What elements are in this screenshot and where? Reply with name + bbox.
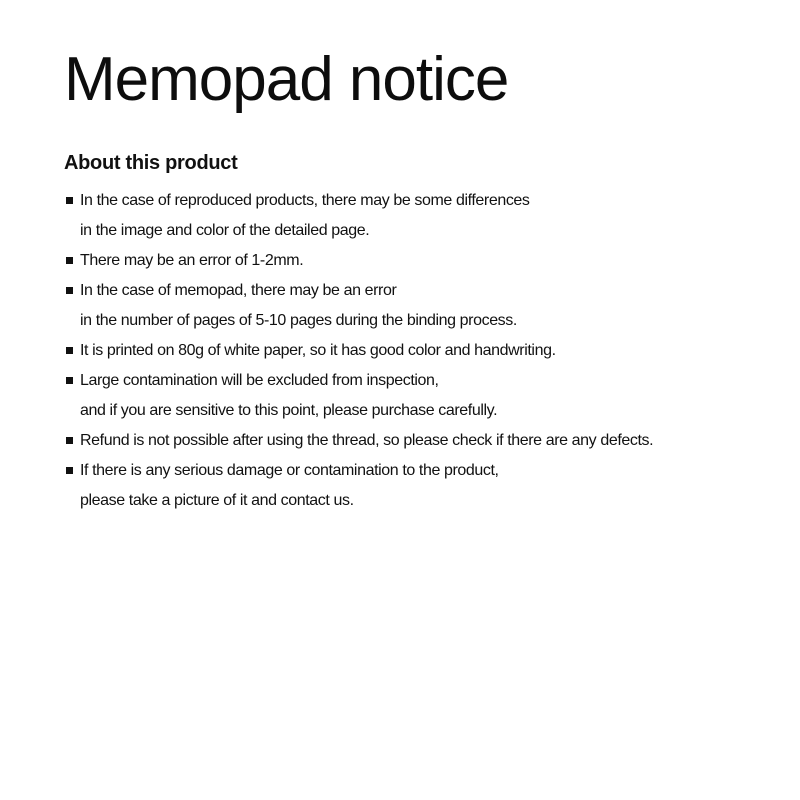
list-item [64,426,764,456]
list-item-text: There may be an error of 1-2mm. [80,252,304,269]
square-bullet-icon [66,287,73,294]
list-item-text: In the case of memopad, there may be an error [80,282,397,299]
list-item [64,336,764,366]
list-item [64,186,764,246]
list-item-text: It is printed on 80g of white paper, so it has good color and handwriting. [80,342,556,359]
list-item [64,456,764,516]
list-item [64,246,764,276]
list-item [64,366,764,426]
square-bullet-icon [66,197,73,204]
notice-list [64,186,764,516]
square-bullet-icon [66,467,73,474]
list-item-text: If there is any serious damage or contamination to the product, [80,462,499,479]
list-item-text: Refund is not possible after using the thread, so please check if there are any defects. [80,432,654,449]
square-bullet-icon [66,257,73,264]
list-item [64,276,764,336]
list-item-text-continued: and if you are sensitive to this point, please purchase carefully. [80,402,498,419]
section-heading: About this product [64,152,238,174]
list-item-text-continued: in the image and color of the detailed page. [80,222,370,239]
list-item-text: In the case of reproduced products, there may be some differences [80,192,530,209]
list-item-text-continued: in the number of pages of 5-10 pages during the binding process. [80,312,517,329]
square-bullet-icon [66,377,73,384]
square-bullet-icon [66,347,73,354]
square-bullet-icon [66,437,73,444]
list-item-text: Large contamination will be excluded from inspection, [80,372,439,389]
page-title: Memopad notice [64,45,509,114]
list-item-text-continued: please take a picture of it and contact us. [80,492,354,509]
